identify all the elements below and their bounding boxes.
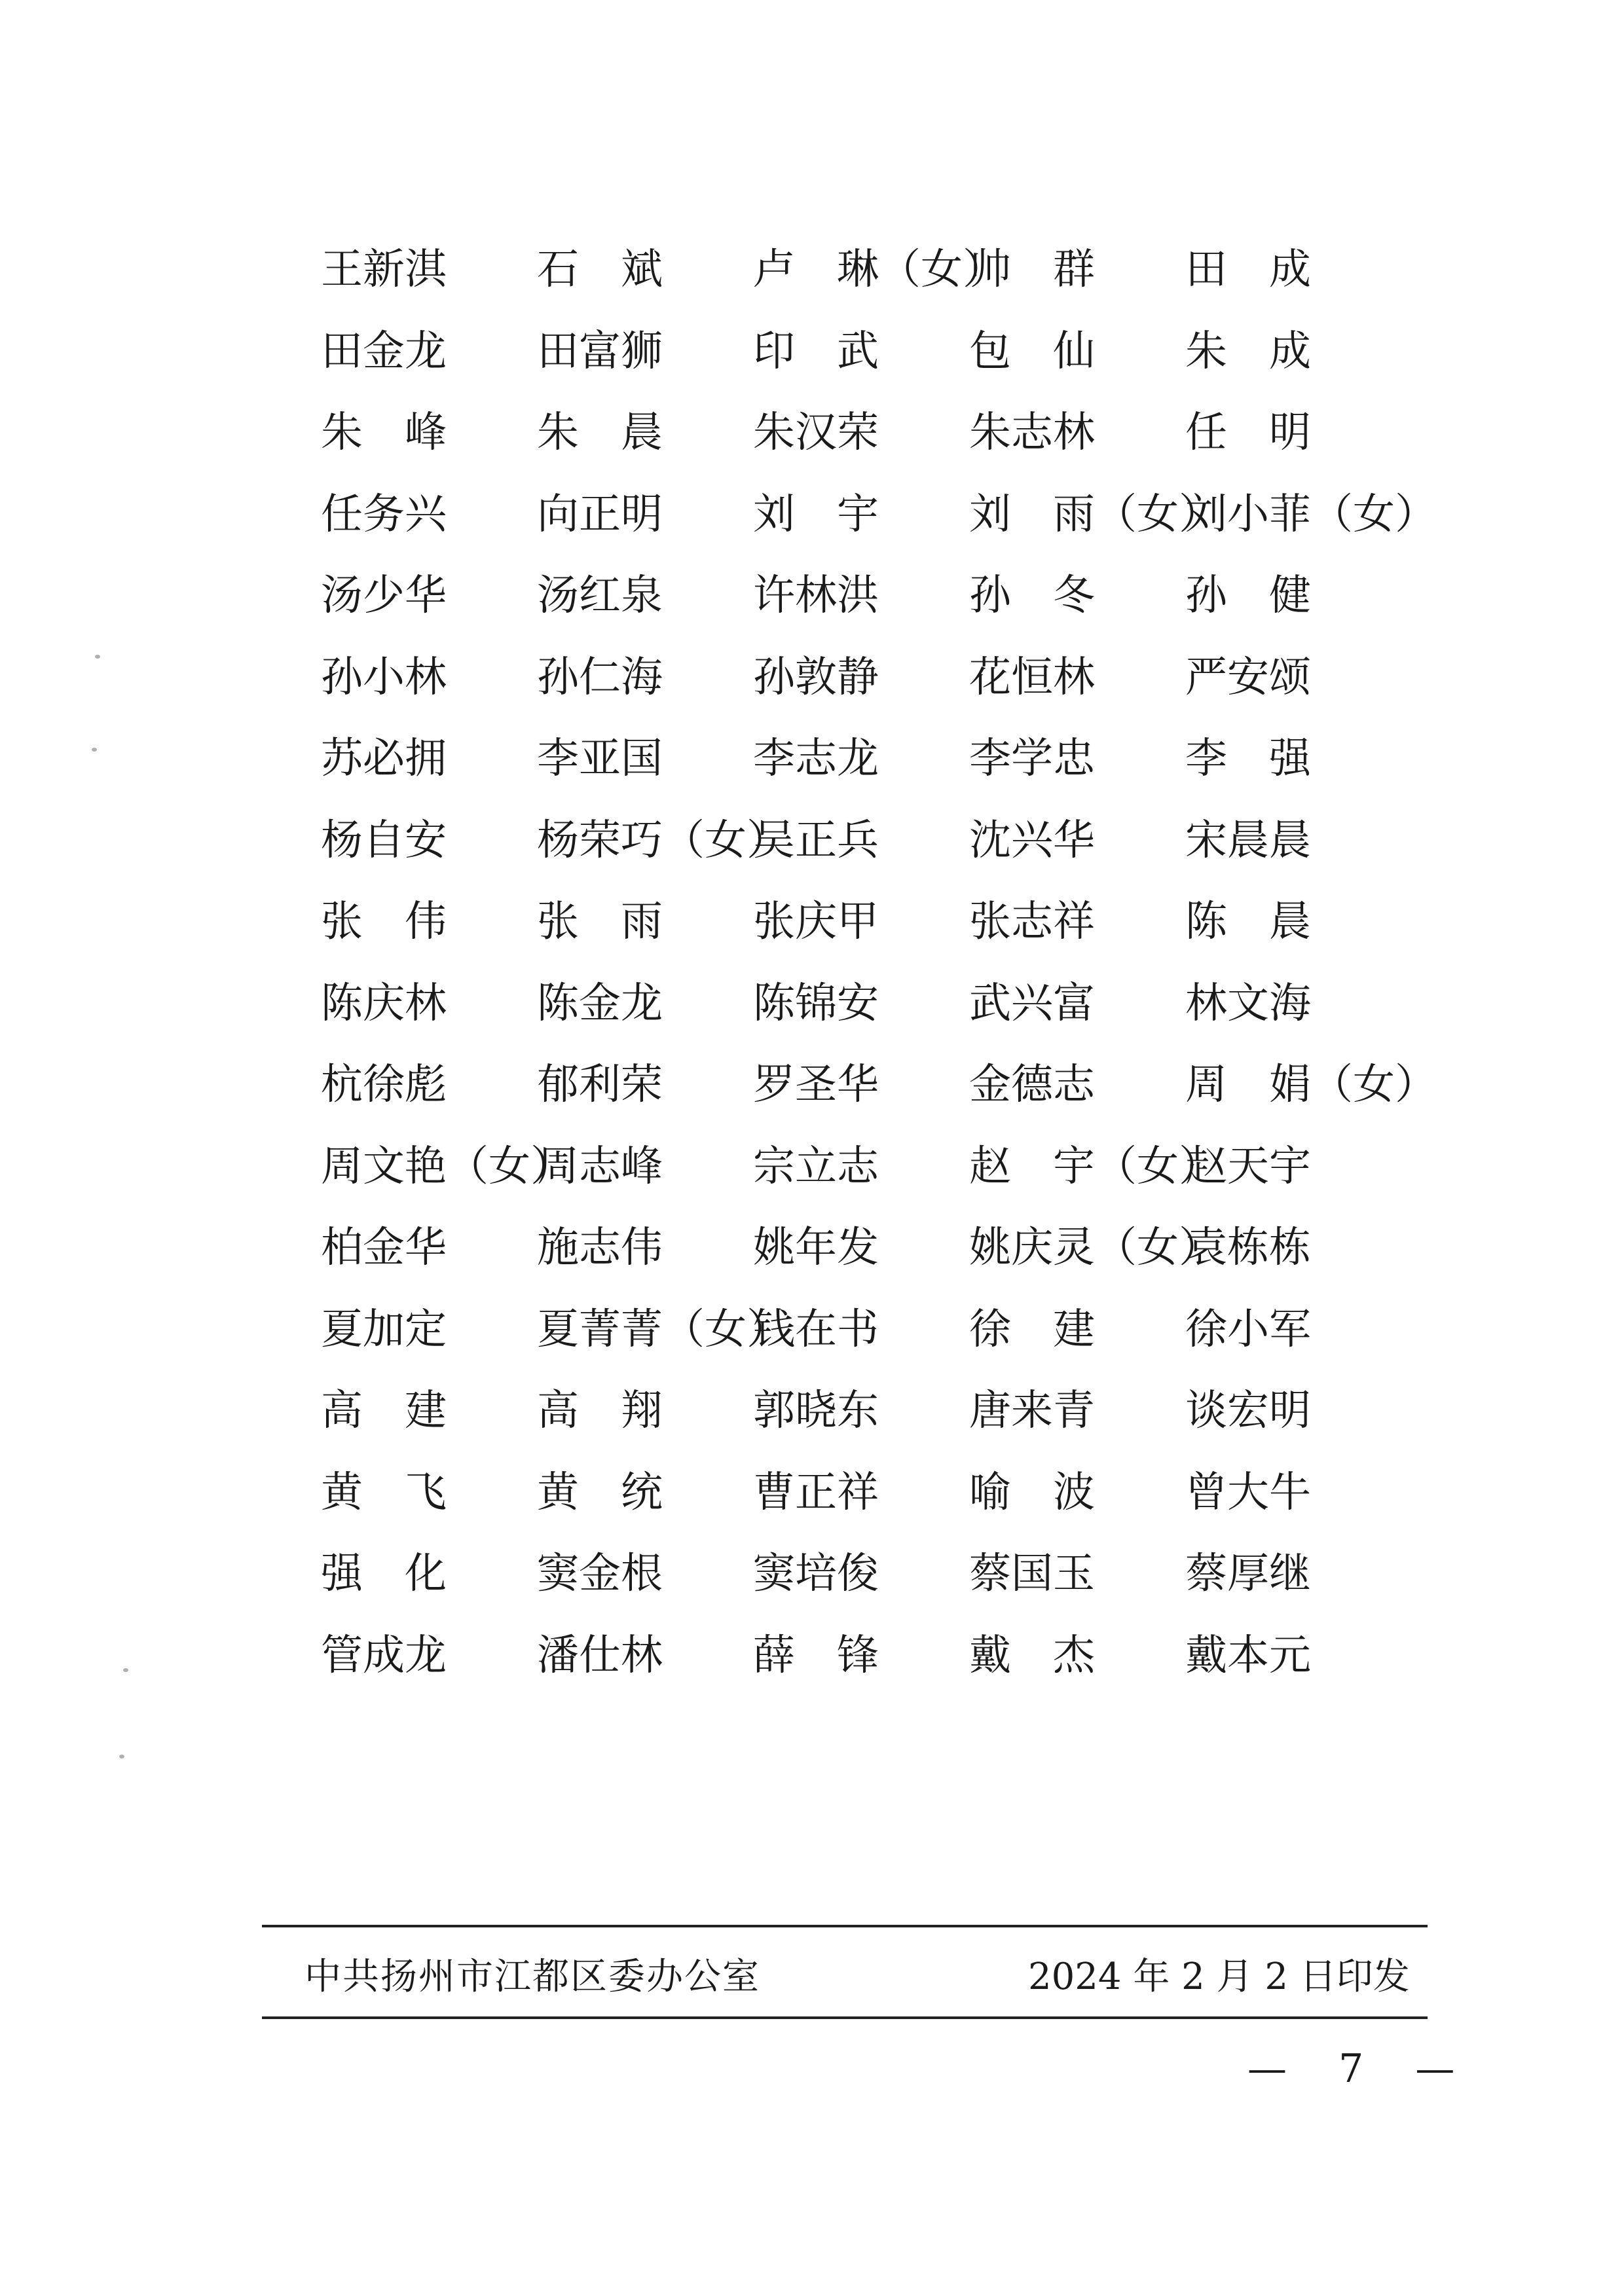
- name-row: [321, 555, 1434, 637]
- person-name: 戴本元: [1185, 1631, 1311, 1680]
- person-name: 杨荣巧（女）: [537, 816, 788, 865]
- person-name: 强 化: [321, 1550, 447, 1599]
- scan-speck: [119, 1755, 124, 1758]
- person-name: 陈庆林: [321, 979, 447, 1028]
- person-name: 任务兴: [321, 490, 447, 539]
- name-row: [321, 1289, 1434, 1371]
- person-name: 徐小军: [1185, 1305, 1311, 1354]
- person-name: 赵 宇（女）: [969, 1142, 1221, 1191]
- person-name: 田 成: [1185, 246, 1311, 295]
- person-name: 刘小菲（女）: [1185, 490, 1437, 539]
- person-name: 石 斌: [537, 246, 663, 295]
- person-name: 武兴富: [969, 979, 1095, 1028]
- person-name: 曹正祥: [753, 1468, 879, 1517]
- footer-bottom-rule: [262, 2016, 1428, 2019]
- person-name: 金德志: [969, 1061, 1095, 1110]
- issue-date: 2024 年 2 月 2 日印发: [1028, 1956, 1410, 1998]
- person-name: 杨自安: [321, 816, 447, 865]
- person-name: 姚庆灵（女）: [969, 1224, 1221, 1273]
- name-row: [321, 1126, 1434, 1208]
- person-name: 赵天宇: [1185, 1142, 1311, 1191]
- person-name: 黄 统: [537, 1468, 663, 1517]
- person-name: 卢 琳（女）: [753, 246, 1005, 295]
- person-name: 夏加定: [321, 1305, 447, 1354]
- name-row: [321, 718, 1434, 800]
- person-name: 包 仙: [969, 327, 1095, 376]
- person-name: 蔡厚继: [1185, 1550, 1311, 1599]
- person-name: 王新淇: [321, 246, 447, 295]
- person-name: 陈锦安: [753, 979, 879, 1028]
- person-name: 汤红泉: [537, 572, 663, 621]
- name-row: [321, 474, 1437, 556]
- person-name: 林文海: [1185, 979, 1311, 1028]
- person-name: 李志龙: [753, 735, 879, 784]
- person-name: 印 武: [753, 327, 879, 376]
- person-name: 袁栋栋: [1185, 1224, 1311, 1273]
- name-row: [321, 637, 1434, 719]
- person-name: 杭徐彪: [321, 1061, 447, 1110]
- page-number: — 7 —: [1247, 2046, 1475, 2092]
- person-name: 唐来青: [969, 1387, 1095, 1436]
- person-name: 孙仁海: [537, 653, 663, 702]
- person-name: 戴 杰: [969, 1631, 1095, 1680]
- person-name: 宋晨晨: [1185, 816, 1311, 865]
- person-name: 严安颂: [1185, 653, 1311, 702]
- person-name: 窦培俊: [753, 1550, 879, 1599]
- person-name: 张 雨: [537, 898, 663, 947]
- name-row: [321, 963, 1434, 1045]
- name-row: [321, 881, 1434, 963]
- name-row: [321, 1370, 1434, 1452]
- person-name: 姚年发: [753, 1224, 879, 1273]
- person-name: 徐 建: [969, 1305, 1095, 1354]
- person-name: 周文艳（女）: [321, 1142, 572, 1191]
- person-name: 任 明: [1185, 409, 1311, 458]
- scan-speck: [92, 748, 97, 752]
- person-name: 朱 成: [1185, 327, 1311, 376]
- person-name: 施志伟: [537, 1224, 663, 1273]
- person-name: 潘仕林: [537, 1631, 663, 1680]
- person-name: 张志祥: [969, 898, 1095, 947]
- person-name: 刘 宇: [753, 490, 879, 539]
- name-row: [321, 1044, 1437, 1126]
- person-name: 高 建: [321, 1387, 447, 1436]
- person-name: 薛 锋: [753, 1631, 879, 1680]
- person-name: 谈宏明: [1185, 1387, 1311, 1436]
- footer-top-rule: [262, 1925, 1428, 1927]
- person-name: 曾大牛: [1185, 1468, 1311, 1517]
- person-name: 田金龙: [321, 327, 447, 376]
- person-name: 朱汉荣: [753, 409, 879, 458]
- person-name: 孙 健: [1185, 572, 1311, 621]
- person-name: 田富狮: [537, 327, 663, 376]
- person-name: 帅 群: [969, 246, 1095, 295]
- name-row: [321, 800, 1434, 882]
- person-name: 蔡国玉: [969, 1550, 1095, 1599]
- person-name: 许林洪: [753, 572, 879, 621]
- person-name: 罗圣华: [753, 1061, 879, 1110]
- person-name: 郭晓东: [753, 1387, 879, 1436]
- name-row: [321, 1452, 1434, 1534]
- person-name: 高 翔: [537, 1387, 663, 1436]
- person-name: 窦金根: [537, 1550, 663, 1599]
- person-name: 管成龙: [321, 1631, 447, 1680]
- person-name: 沈兴华: [969, 816, 1095, 865]
- name-list: [321, 229, 1437, 1696]
- person-name: 汤少华: [321, 572, 447, 621]
- person-name: 苏必拥: [321, 735, 447, 784]
- name-row: [321, 1615, 1434, 1697]
- person-name: 柏金华: [321, 1224, 447, 1273]
- person-name: 夏菁菁（女）: [537, 1305, 788, 1354]
- person-name: 吴正兵: [753, 816, 879, 865]
- person-name: 朱 晨: [537, 409, 663, 458]
- person-name: 周志峰: [537, 1142, 663, 1191]
- scan-speck: [95, 655, 100, 659]
- person-name: 朱志林: [969, 409, 1095, 458]
- scan-speck: [123, 1668, 128, 1672]
- person-name: 陈 晨: [1185, 898, 1311, 947]
- name-row: [321, 392, 1434, 474]
- person-name: 孙小林: [321, 653, 447, 702]
- person-name: 花恒林: [969, 653, 1095, 702]
- person-name: 孙 冬: [969, 572, 1095, 621]
- person-name: 孙敦静: [753, 653, 879, 702]
- issuer-name: 中共扬州市江都区委办公室: [304, 1956, 760, 1998]
- person-name: 郁利荣: [537, 1061, 663, 1110]
- person-name: 钱在书: [753, 1305, 879, 1354]
- person-name: 张庆甲: [753, 898, 879, 947]
- person-name: 张 伟: [321, 898, 447, 947]
- name-row: [321, 311, 1434, 393]
- name-row: [321, 1533, 1434, 1615]
- person-name: 李 强: [1185, 735, 1311, 784]
- person-name: 向正明: [537, 490, 663, 539]
- person-name: 陈金龙: [537, 979, 663, 1028]
- person-name: 刘 雨（女）: [969, 490, 1221, 539]
- person-name: 宗立志: [753, 1142, 879, 1191]
- person-name: 李亚国: [537, 735, 663, 784]
- name-row: [321, 229, 1434, 311]
- person-name: 喻 波: [969, 1468, 1095, 1517]
- name-row: [321, 1207, 1434, 1289]
- person-name: 周 娟（女）: [1185, 1061, 1437, 1110]
- person-name: 黄 飞: [321, 1468, 447, 1517]
- person-name: 李学忠: [969, 735, 1095, 784]
- person-name: 朱 峰: [321, 409, 447, 458]
